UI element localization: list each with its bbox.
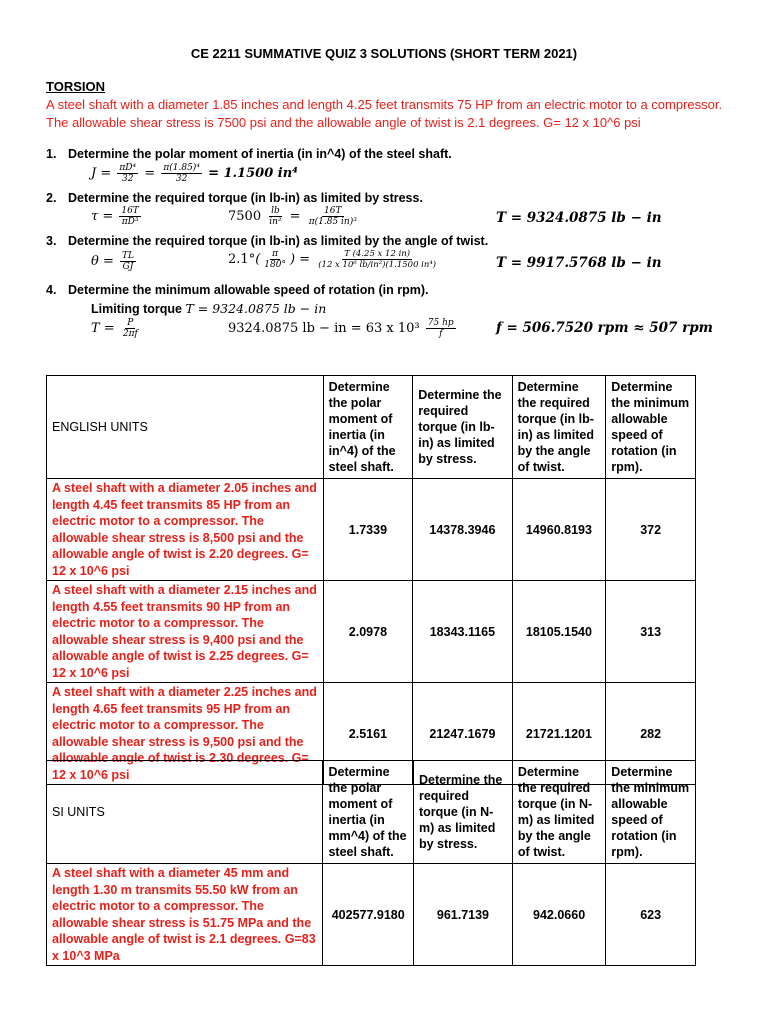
- q3-result: T = 9917.5768 lb − in: [496, 255, 662, 271]
- column-header: Determine the polar moment of inertia (in in^4) of the steel shaft.: [323, 376, 413, 479]
- column-header: Determine the minimum allowable speed of rotation (in rpm).: [606, 376, 696, 479]
- equation-q1: J = $\frac{\text{πD⁴}}{32}$ = $\frac{\text{π(1.85)⁴}}{32}$ = 1.1500 in⁴: [91, 163, 298, 184]
- cell-polar-moment: 2.0978: [323, 581, 413, 683]
- question-2: [46, 191, 423, 205]
- page-title: CE 2211 SUMMATIVE QUIZ 3 SOLUTIONS (SHORT TERM 2021): [190, 46, 578, 61]
- q4-result: f = 506.7520 rpm ≈ 507 rpm: [496, 320, 713, 336]
- cell-torque-stress: 21247.1679: [413, 683, 512, 785]
- column-header: Determine the polar moment of inertia (in mm^4) of the steel shaft.: [323, 761, 414, 864]
- equation-q2-substitution: 7500 $\frac{lb}{\text{in²}}$ = $\frac{16T}{\text{π(1.85 in)³}}$: [228, 206, 357, 227]
- problem-statement: A steel shaft with a diameter 1.85 inches and length 4.25 feet transmits 75 HP from an electric motor to a compressor. The allowable shear stress is 7500 psi and the allowable angle of twist is 2.1 degrees. G= 12 x 10^6 psi: [46, 97, 723, 130]
- row-description: A steel shaft with a diameter 2.05 inches and length 4.45 feet transmits 85 HP from an electric motor to a compressor. The allowable shear stress is 8,500 psi and the allowable angle of twist is 2.20 degrees. G= 12 x 10^6 psi: [47, 479, 324, 581]
- question-text: Determine the polar moment of inertia (in in^4) of the steel shaft.: [68, 147, 452, 161]
- q1-result: = 1.1500 in⁴: [208, 166, 298, 181]
- cell-torque-twist: 21721.1201: [512, 683, 606, 785]
- table-row: [47, 479, 696, 581]
- equation-q3-substitution: 2.1°( $\frac{\pi}{180^\circ}$ ) = $\frac{T (4.25 x 12 in)}{\text{(12 x 10⁶ lb/in²)(1.1500 in⁴)}}$: [228, 249, 437, 270]
- cell-speed: 313: [606, 581, 696, 683]
- question-text: Determine the required torque (in lb-in) as limited by the angle of twist.: [68, 234, 489, 248]
- cell-torque-twist: 14960.8193: [512, 479, 606, 581]
- question-number: 2.: [46, 191, 57, 205]
- question-text: Determine the required torque (in lb-in) as limited by stress.: [68, 191, 423, 205]
- column-header: Determine the required torque (in lb-in) as limited by the angle of twist.: [512, 376, 606, 479]
- table-row: [47, 864, 696, 966]
- cell-torque-stress: 18343.1165: [413, 581, 512, 683]
- cell-speed: 282: [606, 683, 696, 785]
- row-description: A steel shaft with a diameter 45 mm and length 1.30 m transmits 55.50 kW from an electric motor to a compressor. The allowable shear stress is 51.75 MPa and the allowable angle of twist is 2.1 degrees. G=83 x 10^3 MPa: [47, 864, 323, 966]
- question-text: Determine the minimum allowable speed of rotation (in rpm).: [68, 283, 429, 297]
- column-header: Determine the minimum allowable speed of rotation (in rpm).: [606, 761, 696, 864]
- table-header-row: [47, 761, 696, 864]
- unit-label: ENGLISH UNITS: [47, 376, 324, 479]
- si-units-table: [46, 760, 696, 966]
- unit-label: SI UNITS: [47, 761, 323, 864]
- column-header: Determine the required torque (in N-m) as limited by stress.: [413, 761, 512, 864]
- cell-torque-twist: 942.0660: [512, 864, 605, 966]
- question-4: [46, 283, 428, 297]
- table-row: [47, 581, 696, 683]
- question-number: 4.: [46, 283, 57, 297]
- equation-q3-formula: θ = $\frac{TL}{GJ}$: [91, 251, 134, 272]
- q2-result: T = 9324.0875 lb − in: [496, 210, 662, 226]
- section-title: TORSION: [46, 79, 105, 94]
- cell-polar-moment: 402577.9180: [323, 864, 414, 966]
- column-header: Determine the required torque (in lb-in) as limited by stress.: [413, 376, 512, 479]
- cell-polar-moment: 1.7339: [323, 479, 413, 581]
- column-header: Determine the required torque (in N-m) as limited by the angle of twist.: [512, 761, 605, 864]
- limiting-torque: Limiting torque T = 9324.0875 lb − in: [91, 301, 327, 316]
- question-3: [46, 234, 488, 248]
- cell-torque-twist: 18105.1540: [512, 581, 606, 683]
- equation-q4-substitution: 9324.0875 lb − in = 63 x 10³ $\frac{75 hp}{f}$: [228, 318, 454, 339]
- english-units-table: [46, 375, 696, 785]
- cell-polar-moment: 2.5161: [323, 683, 413, 785]
- question-number: 1.: [46, 147, 57, 161]
- row-description: A steel shaft with a diameter 2.15 inches and length 4.55 feet transmits 90 HP from an electric motor to a compressor. The allowable shear stress is 9,400 psi and the allowable angle of twist is 2.25 degrees. G= 12 x 10^6 psi: [47, 581, 324, 683]
- question-1: [46, 147, 452, 161]
- row-description: A steel shaft with a diameter 2.25 inches and length 4.65 feet transmits 95 HP from an electric motor to a compressor. The allowable shear stress is 9,500 psi and the allowable angle of twist is 2.30 degrees. G= 12 x 10^6 psi: [47, 683, 324, 785]
- question-number: 3.: [46, 234, 57, 248]
- cell-torque-stress: 961.7139: [413, 864, 512, 966]
- cell-speed: 372: [606, 479, 696, 581]
- equation-q2-formula: τ = $\frac{16T}{\text{πD³}}$: [91, 206, 139, 227]
- cell-torque-stress: 14378.3946: [413, 479, 512, 581]
- equation-q4-formula: T = $\frac{P}{2\pi f}$: [91, 318, 138, 339]
- cell-speed: 623: [606, 864, 696, 966]
- table-header-row: [47, 376, 696, 479]
